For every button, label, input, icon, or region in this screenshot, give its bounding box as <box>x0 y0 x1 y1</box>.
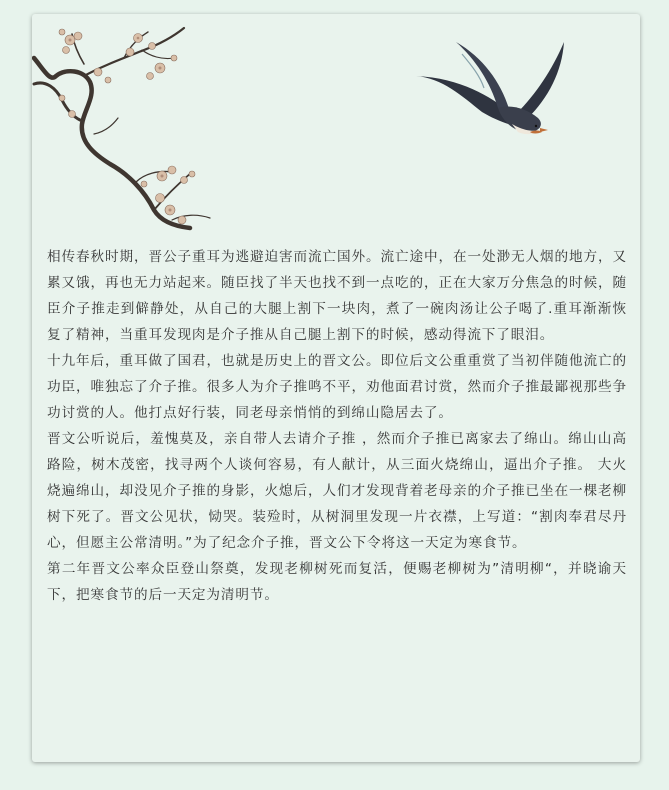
paragraph: 晋文公听说后，羞愧莫及，亲自带人去请介子推 ，然而介子推已离家去了绵山。绵山山高路险，树木茂密，找寻两个人谈何容易，有人献计，从三面火烧绵山，逼出介子推。 大火烧遍绵山，却没见介子推的身影，火熄后，人们才发现背着老母亲的介子推已坐在一棵老柳树下死了。晋文公见状，恸哭。装殓时，从树洞里发现一片衣襟，上写道：“割肉奉君尽丹心，但愿主公常清明。”为了纪念介子推，晋文公下令将这一天定为寒食节。 <box>47 431 627 551</box>
story-text <box>47 244 627 608</box>
article-card <box>32 14 640 762</box>
swallow-bird-illustration <box>416 42 564 134</box>
decoration-header <box>32 14 640 239</box>
paragraph: 相传春秋时期，晋公子重耳为逃避迫害而流亡国外。流亡途中，在一处渺无人烟的地方，又累又饿，再也无力站起来。随臣找了半天也找不到一点吃的，正在大家万分焦急的时候，随臣介子推走到僻静处，从自己的大腿上割下一块肉，煮了一碗肉汤让公子喝了.重耳渐渐恢复了精神，当重耳发现肉是介子推从自己腿上割下的时候，感动得流下了眼泪。 <box>47 249 627 343</box>
paragraph: 第二年晋文公率众臣登山祭奠，发现老柳树死而复活，便赐老柳树为”清明柳“，并晓谕天下，把寒食节的后一天定为清明节。 <box>47 561 627 603</box>
plum-blossom-branch-illustration <box>34 28 210 228</box>
paragraph: 十九年后，重耳做了国君，也就是历史上的晋文公。即位后文公重重赏了当初伴随他流亡的功臣，唯独忘了介子推。很多人为介子推鸣不平，劝他面君讨赏，然而介子推最鄙视那些争功讨赏的人。他打点好行装，同老母亲悄悄的到绵山隐居去了。 <box>47 353 627 421</box>
